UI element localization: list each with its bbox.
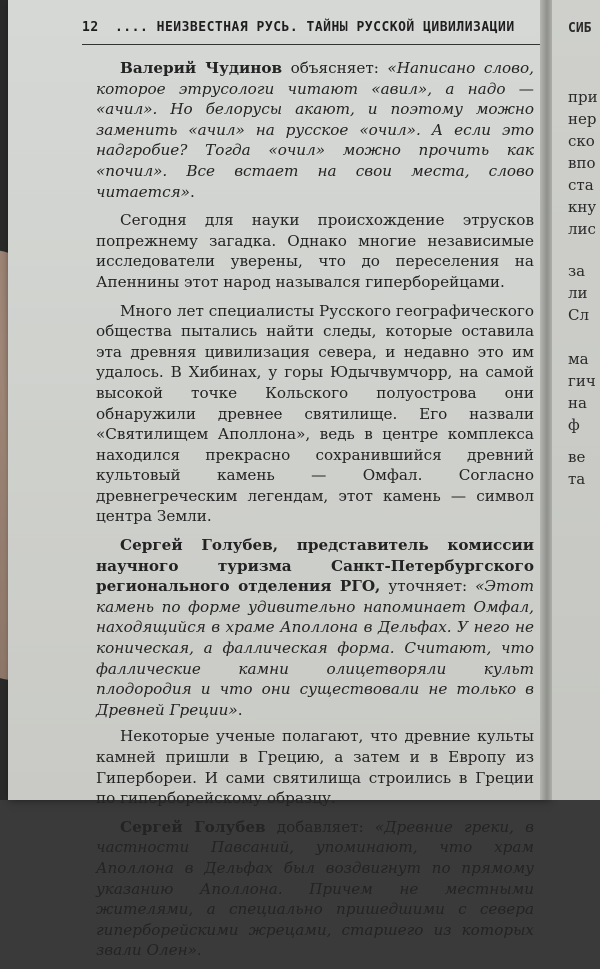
quote: «Древние греки, в частности Павсаний, упоминают, что храм Аполлона в Дельфах был воздвигнут по прямому указанию Аполлона. Причем не местными жителями, а специально пришедшими с севера гиперборейскими жрецами, старшего из которых звали Олен» xyxy=(96,817,534,960)
running-title: .... НЕИЗВЕСТНАЯ РУСЬ. ТАЙНЫ РУССКОЙ ЦИВИЛИЗАЦИИ xyxy=(114,20,515,35)
running-header xyxy=(82,14,552,45)
paragraph-4: Сергей Голубев, представитель комиссии научного туризма Санкт-Петербургского регионального отделения РГО, уточняет: «Этот камень по форме удивительно напоминает Омфал, находящийся в храме Аполлона в Дельфах. У него не коническая, а фаллическая форма. Считают, что фаллические камни олицетворяли культ плодородия и что они существовали не только в Древней Греции». xyxy=(96,536,534,719)
paragraph-1: Валерий Чудинов объясняет: «Написано слово, которое этрусологи читают «авил», а надо — «ачил». Но белорусы акают, и поэтому можно заменить «ачил» на русское «очил». А если это надгробие? Тогда «очил» можно прочить как «почил». Все встает на свои места, слово читается». xyxy=(96,59,534,201)
quote: «Написано слово, которое этрусологи читают «авил», а надо — «ачил». Но белорусы акают, и поэтому можно заменить «ачил» на русское «очил». А если это надгробие? Тогда «очил» можно прочить как «почил». Все встает на свои места, слово читается» xyxy=(96,59,534,201)
page-body xyxy=(96,58,534,969)
page-number: 12 xyxy=(82,20,99,35)
speaker: Валерий Чудинов xyxy=(120,59,283,77)
paragraph-2: Сегодня для науки происхождение этрусков попрежнему загадка. Однако многие независимые исследователи уверены, что до переселения на Апеннины этот народ назывался гиперборейцами. xyxy=(96,211,534,291)
speaker: Сергей Голубев, представитель комиссии научного туризма Санкт-Петербургского регионального отделения РГО, xyxy=(96,536,534,596)
speaker: Сергей Голубев xyxy=(120,817,266,836)
quote: «Этот камень по форме удивительно напоминает Омфал, находящийся в храме Аполлона в Дельфах. У него не коническая, а фаллическая форма. Считают, что фаллические камни олицетворяли культ плодородия и что они существовали не только в Древней Греции» xyxy=(96,577,534,719)
book-page-left xyxy=(8,0,548,960)
facing-page-text: СИБ при нер ско впо ста кну лис за ли Сл ма гич на ф ве та xyxy=(568,21,598,488)
facing-header: СИБ xyxy=(568,21,592,36)
paragraph-6: Сергей Голубев добавляет: «Древние греки, в частности Павсаний, упоминают, что храм Аполлона в Дельфах был воздвигнут по прямому указанию Аполлона. Причем не местными жителями, а специально пришедшими с севера гиперборейскими жрецами, старшего из которых звали Олен». xyxy=(96,817,534,960)
paragraph-3: Много лет специалисты Русского географического общества пытались найти следы, которые оставила эта древняя цивилизация севера, и недавно это им удалось. В Хибинах, у горы Юдычвумчорр, на самой высокой точке Кольского полуострова они обнаружили древнее святилище. Его назвали «Святилищем Аполлона», ведь в центре комплекса находился прекрасно сохранившийся древний культовый камень — Омфал. Согласно древнегреческим легендам, этот камень — символ центра Земли. xyxy=(96,301,534,526)
paragraph-5: Некоторые ученые полагают, что древние культы камней пришли в Грецию, а затем и в Европу из Гипербореи. И сами святилища строились в Греции по гиперборейскому образцу. xyxy=(96,727,534,808)
